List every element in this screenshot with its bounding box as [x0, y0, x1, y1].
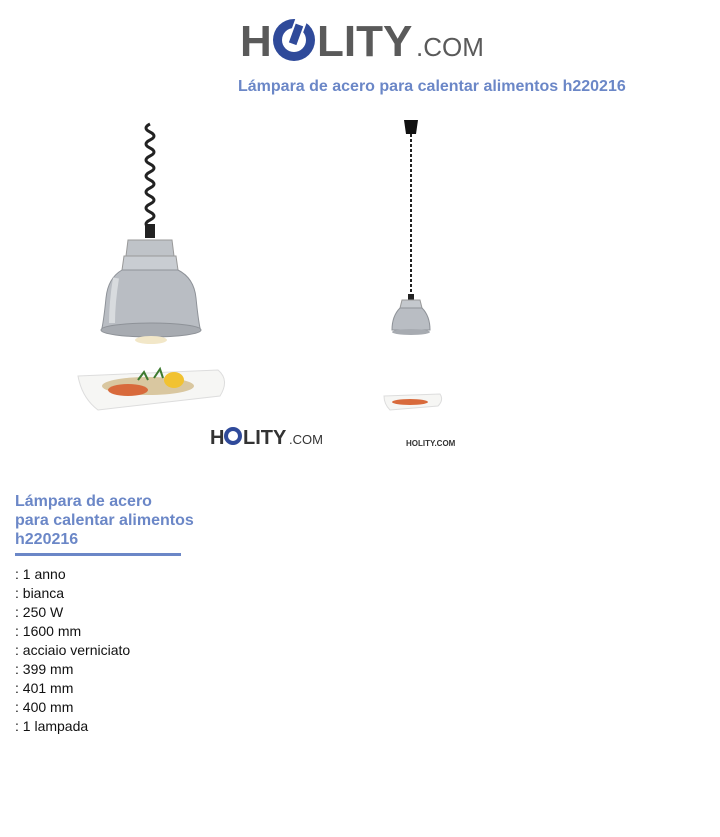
spec-cable-length: : 1600 mm	[15, 623, 82, 639]
spec-dimension-2: : 401 mm	[15, 680, 74, 696]
spec-material: : acciaio verniciato	[15, 642, 131, 658]
title-divider	[15, 553, 181, 556]
svg-text:LITY: LITY	[243, 427, 287, 449]
spec-list	[15, 565, 130, 736]
product-title-line-1: Lámpara de acero	[15, 493, 152, 510]
logo-suffix: .COM	[416, 32, 484, 62]
coiled-cord-icon	[146, 124, 154, 228]
food-plate-icon	[78, 369, 225, 410]
spec-lamp-count: : 1 lampada	[15, 718, 89, 734]
product-title-line-3: h220216	[15, 531, 79, 548]
product-title-block	[15, 492, 205, 549]
svg-text:HOLITY.COM: HOLITY.COM	[406, 439, 456, 448]
holity-logo	[240, 12, 490, 68]
product-title-line-2: para calentar alimentos	[15, 512, 194, 529]
heat-lamp-closeup-image	[68, 118, 338, 458]
svg-text:.COM: .COM	[289, 432, 323, 447]
heat-lamp-full-image	[380, 116, 456, 456]
logo-letters-lity: LITY	[317, 17, 413, 66]
page-title: Lámpara de acero para calentar alimentos h220216	[238, 78, 626, 95]
spec-power: : 250 W	[15, 604, 64, 620]
spec-color: : bianca	[15, 585, 65, 601]
logo-o-icon	[273, 15, 315, 61]
spec-dimension-3: : 400 mm	[15, 699, 74, 715]
spec-warranty: : 1 anno	[15, 566, 66, 582]
logo-letter-h: H	[240, 17, 272, 66]
small-holity-logo	[210, 427, 323, 449]
spec-dimension-1: : 399 mm	[15, 661, 74, 677]
svg-text:H: H	[210, 427, 225, 449]
